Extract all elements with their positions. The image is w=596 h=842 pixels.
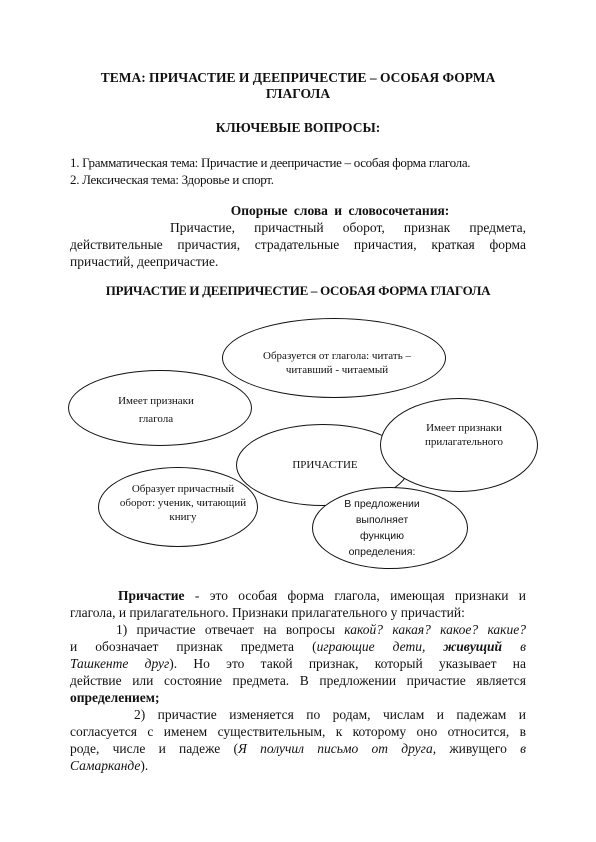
body-text: 1) причастие отвечает на вопросы [116,622,345,637]
diagram-right-text: Имеет признаки прилагательного [424,422,504,448]
body-text: - это особая форма глагола, имеющая признаки и [184,588,526,603]
body-line-8: 2) причастие изменяется по родам, числам и падежам и [134,707,526,722]
support-line-2: действительные причастия, страдательные причастия, краткая форма [70,237,526,252]
body-line-7: определением; [70,690,160,705]
support-line-3: причастий, деепричастие. [70,254,219,269]
page-title: ТЕМА: ПРИЧАСТИЕ И ДЕЕПРИЧЕСТИЕ – ОСОБАЯ ФОРМА ГЛАГОЛА [100,70,496,101]
question-1: 1. Грамматическая тема: Причастие и деепричастие – особая форма глагола. [70,155,471,170]
body-line-5 [70,656,526,673]
question-2: 2. Лексическая тема: Здоровье и спорт. [70,172,274,187]
diagram-bottom-right-text: В предложении выполняет функцию определения: [344,498,420,558]
body-text: и обозначает признак предмета ( [70,639,317,654]
body-line-10 [70,741,526,758]
body-italic: играющие дети, [316,639,426,654]
body-text: роде, числе и падеже ( [70,741,238,756]
body-line-11 [70,758,526,775]
body-line-1 [118,588,526,605]
diagram-left-text: Имеет признаки глагола [118,395,194,425]
key-questions-heading: КЛЮЧЕВЫЕ ВОПРОСЫ: [215,120,381,135]
body-italic: в [520,741,526,756]
body-text: живущего [436,741,521,756]
body-line-4 [70,639,526,656]
support-heading: Опорные слова и словосочетания: [230,203,450,218]
body-italic: какой? какая? какое? какие? [344,622,526,637]
body-bold-italic: живущий [443,639,503,654]
body-line-9: согласуется с именем существительным, к которому оно относится, в [70,724,526,739]
body-italic: в [520,639,527,654]
body-line-3 [116,622,526,639]
diagram-bottom-left-text: Образует причастный оборот: ученик, читающий книгу [119,483,247,523]
diagram-center-text: ПРИЧАСТИЕ [292,459,358,471]
section-heading: ПРИЧАСТИЕ И ДЕЕПРИЧЕСТИЕ – ОСОБАЯ ФОРМА ГЛАГОЛА [105,283,491,298]
body-line-2: глагола, и прилагательного. Признаки прилагательного у причастий: [70,605,465,620]
body-italic: Самарканде [70,758,141,773]
term-participle: Причастие [118,588,185,603]
body-line-6: действие или состояние предмета. В предложении причастие является [70,673,526,688]
body-text: ). [140,758,149,773]
support-line-1: Причастие, причастный оборот, признак предмета, [170,220,526,235]
diagram-top-text: Образуется от глагола: читать – читавший - читаемый [263,350,411,376]
body-italic: Ташкенте друг [70,656,170,671]
body-text: ). Но это такой признак, который указывает на [169,656,526,671]
body-italic: Я получил письмо от друга, [238,741,437,756]
